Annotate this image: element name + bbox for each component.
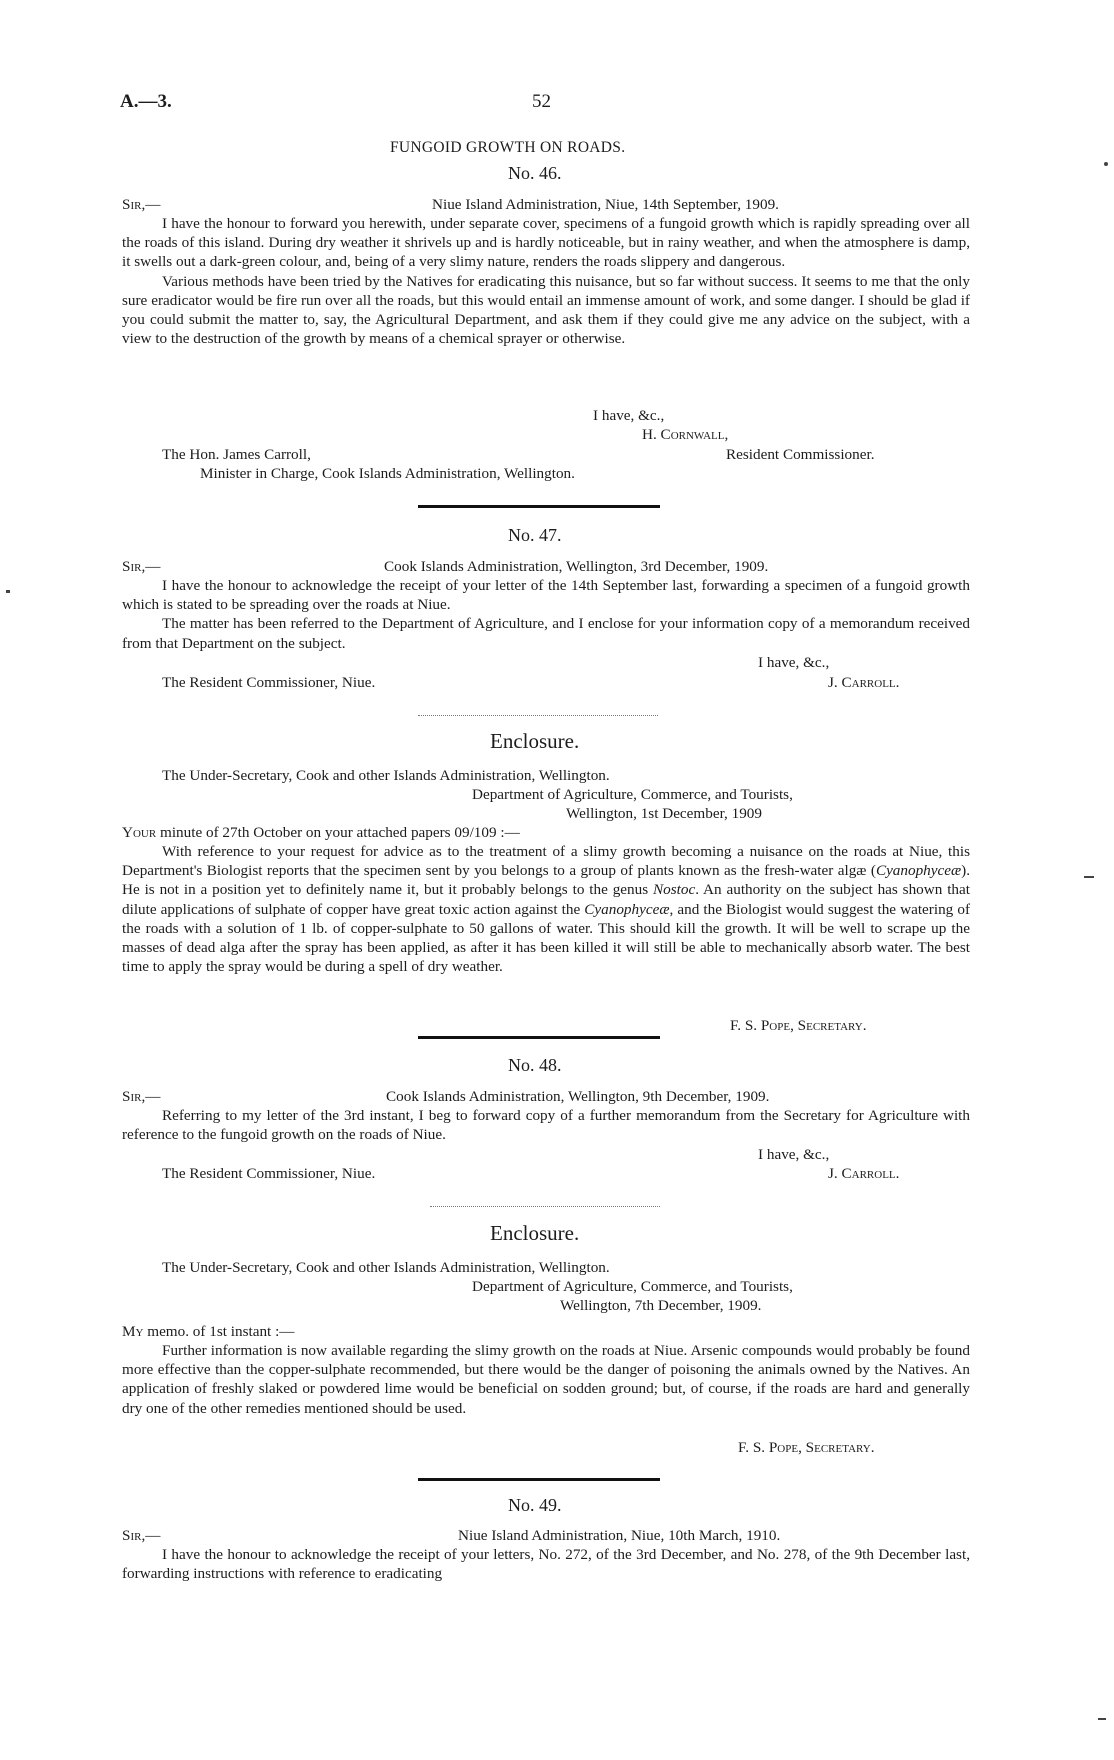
italic-term: Cyanophyceæ bbox=[875, 862, 962, 880]
text-run: . An authority on the subject has shown that dilute applications of sulphate of copper have great toxic action against the bbox=[122, 881, 970, 918]
dotted-divider bbox=[430, 1206, 660, 1207]
paragraph: The matter has been referred to the Department of Agriculture, and I enclose for your information copy of a memorandum received from that Department on the subject. bbox=[122, 615, 970, 652]
place-date: Niue Island Administration, Niue, 14th September, 1909. bbox=[432, 196, 779, 213]
addressee: The Resident Commissioner, Niue. bbox=[162, 674, 376, 691]
letter-body bbox=[122, 214, 970, 348]
italic-term: Cyanophyceæ bbox=[584, 900, 670, 918]
page-number: 52 bbox=[532, 91, 551, 112]
enclosure-addressee: The Under-Secretary, Cook and other Islands Administration, Wellington. bbox=[162, 767, 610, 784]
letter-body bbox=[122, 1545, 970, 1583]
closing: I have, &c., bbox=[758, 654, 830, 671]
text-run: ). He is not in a position yet to definitely name it, but it probably belongs to the genus bbox=[122, 862, 970, 899]
signatory-title: Resident Commissioner. bbox=[726, 446, 875, 463]
opening-word: My bbox=[122, 1323, 144, 1340]
letter-number: No. 48. bbox=[508, 1055, 562, 1075]
paragraph: Referring to my letter of the 3rd instant, I beg to forward copy of a further memorandum from the Secretary for Agriculture with reference to the fungoid growth on the roads of Niue. bbox=[122, 1107, 970, 1144]
enclosure-from: Department of Agriculture, Commerce, and Tourists, bbox=[472, 1278, 793, 1295]
addressee: The Hon. James Carroll, bbox=[162, 446, 311, 463]
scan-speck bbox=[6, 590, 10, 593]
letter-body bbox=[122, 576, 970, 653]
addressee-line: Minister in Charge, Cook Islands Administration, Wellington. bbox=[200, 465, 575, 482]
scan-speck bbox=[1104, 162, 1108, 166]
dotted-divider bbox=[418, 715, 658, 716]
paragraph: Further information is now available regarding the slimy growth on the roads at Niue. Arsenic compounds would probably be found more effective than the copper-sulphate recommended, but there would be the danger of poisoning the animals owned by the Natives. An application of freshly slaked or powdered lime would be beneficial on sodden ground; but, of course, if the roads are hard and generally dry one of the other remedies mentioned should be used. bbox=[122, 1342, 970, 1417]
section-divider bbox=[418, 505, 660, 508]
letter-number: No. 47. bbox=[508, 525, 562, 545]
enclosure-heading: Enclosure. bbox=[490, 1221, 580, 1245]
signature: H. Cornwall, bbox=[642, 426, 729, 443]
signature bbox=[738, 1438, 875, 1457]
signature-text: F. S. Pope, Secretary. bbox=[738, 1439, 875, 1456]
place-date: Cook Islands Administration, Wellington, 3rd December, 1909. bbox=[384, 558, 769, 575]
enclosure-heading: Enclosure. bbox=[490, 729, 580, 753]
enclosure-from: Department of Agriculture, Commerce, and Tourists, bbox=[472, 786, 793, 803]
section-divider bbox=[418, 1036, 660, 1039]
document-reference: A.—3. bbox=[120, 91, 172, 112]
paragraph: I have the honour to acknowledge the receipt of your letters, No. 272, of the 3rd December, and No. 278, of the 9th December last, forwarding instructions with reference to eradicating bbox=[122, 1546, 970, 1583]
salutation: Sir,— bbox=[122, 1527, 161, 1544]
signature bbox=[730, 1016, 867, 1035]
scan-speck bbox=[1084, 876, 1094, 878]
addressee: The Resident Commissioner, Niue. bbox=[162, 1165, 376, 1182]
enclosure-body bbox=[122, 1341, 970, 1418]
italic-term: Nostoc bbox=[653, 881, 696, 899]
letter-body bbox=[122, 1106, 970, 1144]
paragraph: I have the honour to acknowledge the receipt of your letter of the 14th September last, forwarding a specimen of a fungoid growth which is stated to be spreading over the roads at Niue. bbox=[122, 577, 970, 614]
signature: J. Carroll. bbox=[828, 674, 900, 691]
letter-number: No. 46. bbox=[508, 163, 562, 183]
paragraph bbox=[122, 842, 970, 976]
enclosure-date: Wellington, 7th December, 1909. bbox=[560, 1297, 762, 1314]
salutation: Sir,— bbox=[122, 196, 161, 213]
scan-speck bbox=[1098, 1718, 1106, 1720]
enclosure-date: Wellington, 1st December, 1909 bbox=[566, 805, 762, 822]
text-run: With reference to your request for advice as to the treatment of a slimy growth becoming a nuisance on the roads at Niue, this Department's Biologist reports that the specimen sent by you belongs to a group of plants known as the fresh-water algæ ( bbox=[122, 843, 970, 880]
place-date: Cook Islands Administration, Wellington, 9th December, 1909. bbox=[386, 1088, 770, 1105]
enclosure-addressee: The Under-Secretary, Cook and other Islands Administration, Wellington. bbox=[162, 1259, 610, 1276]
section-divider bbox=[418, 1478, 660, 1481]
text-run: , and the Biologist would suggest the watering of the roads with a solution of 1 lb. of copper-sulphate to 50 gallons of water. This should kill the growth. It will be well to scrape up the masses of dead alga after the spray has been applied, as after it has been killed it will still be able to mechanically absorb water. The best time to apply the spray would be during a spell of dry weather. bbox=[122, 900, 970, 976]
signature-text: F. S. Pope, Secretary. bbox=[730, 1017, 867, 1034]
section-title: FUNGOID GROWTH ON ROADS. bbox=[390, 139, 626, 156]
paragraph: Various methods have been tried by the Natives for eradicating this nuisance, but so far without success. It seems to me that the only sure eradicator would be fire run over all the roads, but this would entail an immense amount of work, and some danger. I should be glad if you could submit the matter to, say, the Agricultural Department, and ask them if they could give me any advice on the subject, with a view to the destruction of the growth by means of a chemical sprayer or otherwise. bbox=[122, 272, 970, 348]
paragraph: I have the honour to forward you herewith, under separate cover, specimens of a fungoid growth which is rapidly spreading over all the roads of this island. During dry weather it shrivels up and is hardly noticeable, but in rainy weather, and when the atmosphere is damp, it swells out a dark-green colour, and, being of a very slimy nature, renders the roads slippery and dangerous. bbox=[122, 215, 970, 271]
salutation: Sir,— bbox=[122, 558, 161, 575]
opening-word: Your bbox=[122, 824, 157, 841]
enclosure-body bbox=[122, 842, 970, 976]
closing: I have, &c., bbox=[758, 1146, 830, 1163]
signature: J. Carroll. bbox=[828, 1165, 900, 1182]
opening-text: minute of 27th October on your attached papers 09/109 :— bbox=[160, 824, 520, 841]
enclosure-opening bbox=[122, 823, 520, 842]
closing: I have, &c., bbox=[593, 407, 665, 424]
enclosure-opening bbox=[122, 1322, 294, 1341]
letter-number: No. 49. bbox=[508, 1495, 562, 1515]
place-date: Niue Island Administration, Niue, 10th March, 1910. bbox=[458, 1527, 781, 1544]
salutation: Sir,— bbox=[122, 1088, 161, 1105]
opening-text: memo. of 1st instant :— bbox=[147, 1323, 295, 1340]
